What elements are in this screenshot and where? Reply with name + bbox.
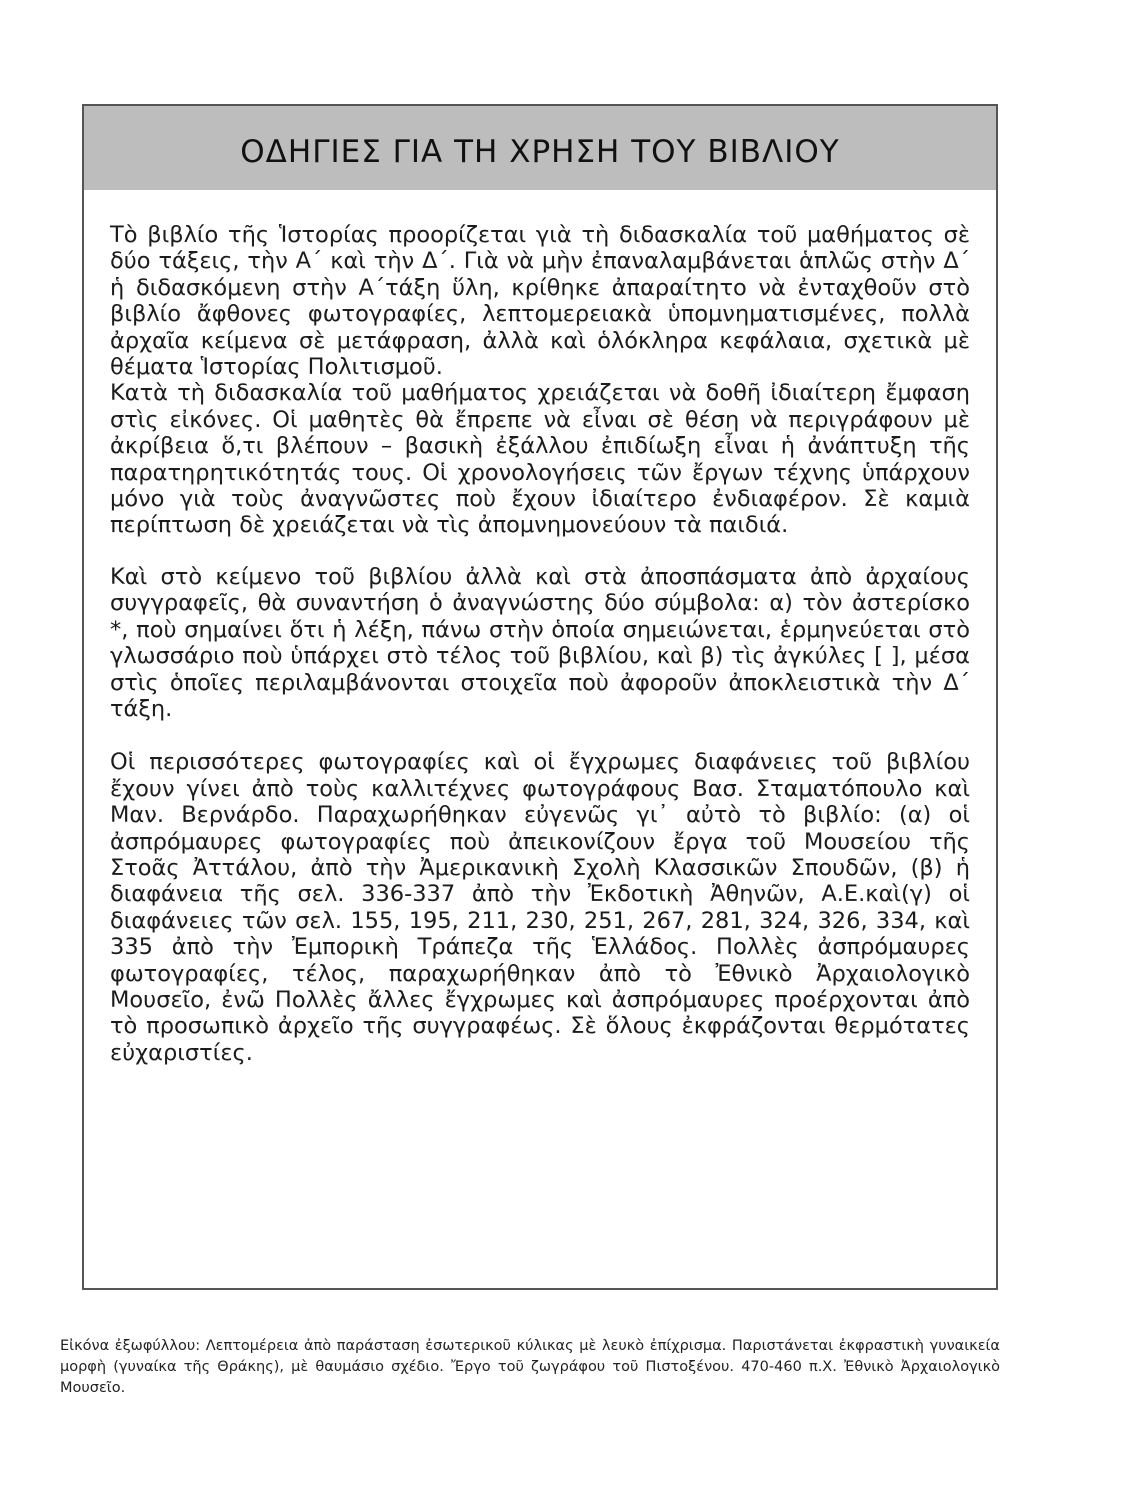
instructions-header <box>84 106 996 190</box>
paragraph-symbols: Καὶ στὸ κείμενο τοῦ βιβλίου ἀλλὰ καὶ στὰ ἀποσπάσματα ἀπὸ ἀρχαίους συγγραφεῖς, θὰ συναντήση ὁ ἀναγνώστης δύο σύμβολα: α) τὸν ἀστερίσκο *, ποὺ σημαίνει ὅτι ἡ λέξη, πάνω στὴν ὁποία σημειώνεται, ἑρμηνεύεται στὸ γλωσσάριο ποὺ ὑπάρχει στὸ τέλος τοῦ βιβλίου, καὶ β) τὶς ἀγκύλες [ ], μέσα στὶς ὁποῖες περιλαμβάνονται στοιχεῖα ποὺ ἀφοροῦν ἀποκλειστικὰ τὴν Δ΄ τάξη. <box>110 563 970 722</box>
instructions-body <box>84 190 996 1066</box>
instructions-box <box>82 104 998 1290</box>
paragraph-intro: Τὸ βιβλίο τῆς Ἱστορίας προορίζεται γιὰ τὴ διδασκαλία τοῦ μαθήματος σὲ δύο τάξεις, τὴν Α΄ καὶ τὴν Δ΄. Γιὰ νὰ μὴν ἐπαναλαμβάνεται ἁπλῶς στὴν Δ΄ ἡ διδασκόμενη στὴν Α΄τάξη ὕλη, κρίθηκε ἀπαραίτητο νὰ ἐνταχθοῦν στὸ βιβλίο ἄφθονες φωτογραφίες, λεπτομερειακὰ ὑπομνηματισμένες, πολλὰ ἀρχαῖα κείμενα σὲ μετάφραση, ἀλλὰ καὶ ὁλόκληρα κεφάλαια, σχετικὰ μὲ θέματα Ἱστορίας Πολιτισμοῦ. <box>110 222 970 381</box>
paragraph-images: Κατὰ τὴ διδασκαλία τοῦ μαθήματος χρειάζεται νὰ δοθῆ ἰδιαίτερη ἔμφαση στὶς εἰκόνες. Οἱ μαθητὲς θὰ ἔπρεπε νὰ εἶναι σὲ θέση νὰ περιγράφουν μὲ ἀκρίβεια ὅ,τι βλέπουν – βασικὴ ἐξάλλου ἐπιδίωξη εἶναι ἡ ἀνάπτυξη τῆς παρατηρητικότητάς τους. Οἱ χρονολογήσεις τῶν ἔργων τέχνης ὑπάρχουν μόνο γιὰ τοὺς ἀναγνῶστες ποὺ ἔχουν ἰδιαίτερο ἐνδιαφέρον. Σὲ καμιὰ περίπτωση δὲ χρειάζεται νὰ τὶς ἀπομνημονεύουν τὰ παιδιά. <box>110 380 970 539</box>
instructions-title: ΟΔΗΓΙΕΣ ΓΙΑ ΤΗ ΧΡΗΣΗ ΤΟΥ ΒΙΒΛΙΟΥ <box>240 134 840 170</box>
paragraph-photo-credits: Οἱ περισσότερες φωτογραφίες καὶ οἱ ἔγχρωμες διαφάνειες τοῦ βιβλίου ἔχουν γίνει ἀπὸ τοὺς καλλιτέχνες φωτογράφους Βασ. Σταματόπουλο καὶ Μαν. Βερνάρδο. Παραχωρήθηκαν εὐγενῶς γι᾽ αὐτὸ τὸ βιβλίο: (α) οἱ ἀσπρόμαυρες φωτογραφίες ποὺ ἀπεικονίζουν ἔργα τοῦ Μουσείου τῆς Στοᾶς Ἀττάλου, ἀπὸ τὴν Ἀμερικανικὴ Σχολὴ Κλασσικῶν Σπουδῶν, (β) ἡ διαφάνεια τῆς σελ. 336-337 ἀπὸ τὴν Ἐκδοτικὴ Ἀθηνῶν, Α.Ε.καὶ(γ) οἱ διαφάνειες τῶν σελ. 155, 195, 211, 230, 251, 267, 281, 324, 326, 334, καὶ 335 ἀπὸ τὴν Ἐμπορικὴ Τράπεζα τῆς Ἑλλάδος. Πολλὲς ἀσπρόμαυρες φωτογραφίες, τέλος, παραχωρήθηκαν ἀπὸ τὸ Ἐθνικὸ Ἀρχαιολογικὸ Μουσεῖο, ἐνῶ Πολλὲς ἄλλες ἔγχρωμες καὶ ἀσπρόμαυρες προέρχονται ἀπὸ τὸ προσωπικὸ ἀρχεῖο τῆς συγγραφέως. Σὲ ὅλους ἐκφράζονται θερμότατες εὐχαριστίες. <box>110 749 970 1066</box>
cover-caption: Εἰκόνα ἐξωφύλλου: Λεπτομέρεια ἀπὸ παράσταση ἐσωτερικοῦ κύλικας μὲ λευκὸ ἐπίχρισμα. Παριστάνεται ἐκφραστικὴ γυναικεία μορφὴ (γυναίκα τῆς Θράκης), μὲ θαυμάσιο σχέδιο. Ἔργο τοῦ ζωγράφου τοῦ Πιστοξένου. 470-460 π.Χ. Ἐθνικὸ Ἀρχαιολογικὸ Μουσεῖο. <box>60 1338 1000 1396</box>
